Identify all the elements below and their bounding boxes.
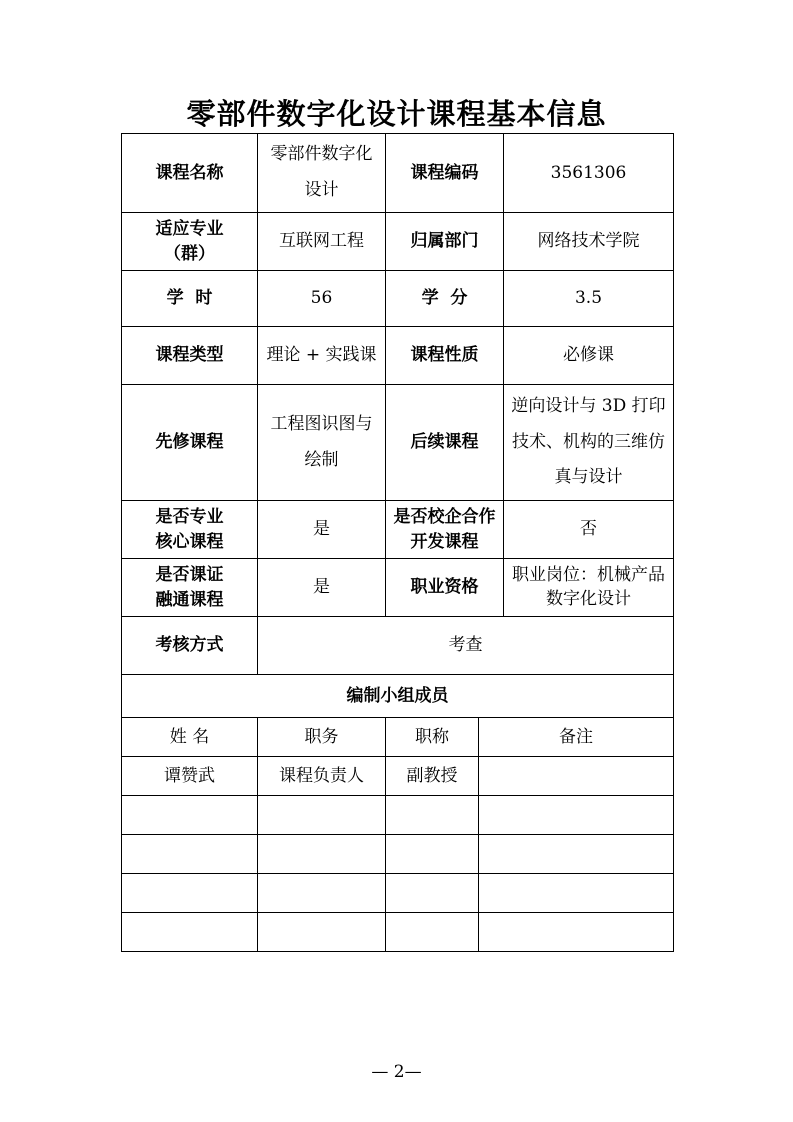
row-cert [122,559,674,617]
member-title [386,874,479,913]
major-value: 互联网工程 [258,213,386,271]
type-label: 课程类型 [122,327,258,385]
member-notes [479,796,674,835]
team-col-name: 姓 名 [122,718,258,757]
team-col-position: 职务 [258,718,386,757]
followup-value: 逆向设计与 3D 打印技术、机构的三维仿真与设计 [504,385,674,501]
row-prereq [122,385,674,501]
team-col-title: 职称 [386,718,479,757]
credit-label: 学 分 [386,271,504,327]
major-label: 适应专业（群） [122,213,258,271]
course-code-label: 课程编码 [386,134,504,213]
course-name-label: 课程名称 [122,134,258,213]
member-notes [479,913,674,952]
prereq-value: 工程图识图与绘制 [258,385,386,501]
member-name [122,835,258,874]
coop-value: 否 [504,501,674,559]
member-title [386,796,479,835]
cert-value: 是 [258,559,386,617]
team-heading: 编制小组成员 [122,675,674,718]
core-value: 是 [258,501,386,559]
followup-label: 后续课程 [386,385,504,501]
nature-label: 课程性质 [386,327,504,385]
page-title: 零部件数字化设计课程基本信息 [186,97,607,131]
row-type [122,327,674,385]
member-position: 课程负责人 [258,757,386,796]
member-position [258,835,386,874]
hours-label: 学 时 [122,271,258,327]
member-notes [479,835,674,874]
member-title: 副教授 [386,757,479,796]
row-team-heading [122,675,674,718]
row-course-name [122,134,674,213]
course-code-value: 3561306 [504,134,674,213]
table-row [122,835,674,874]
row-hours [122,271,674,327]
member-title [386,913,479,952]
nature-value: 必修课 [504,327,674,385]
row-core [122,501,674,559]
table-row [122,913,674,952]
row-assess [122,617,674,675]
assess-label: 考核方式 [122,617,258,675]
table-row [122,874,674,913]
credit-value: 3.5 [504,271,674,327]
member-position [258,874,386,913]
prereq-label: 先修课程 [122,385,258,501]
row-major [122,213,674,271]
qual-value: 职业岗位：机械产品数字化设计 [504,559,674,617]
page-number: — 2— [371,1062,422,1082]
dept-value: 网络技术学院 [504,213,674,271]
member-position [258,913,386,952]
course-name-value: 零部件数字化设计 [258,134,386,213]
member-position [258,796,386,835]
cert-label: 是否课证融通课程 [122,559,258,617]
member-name [122,874,258,913]
course-info-table [121,133,674,952]
team-col-notes: 备注 [479,718,674,757]
member-name [122,913,258,952]
member-notes [479,874,674,913]
member-title [386,835,479,874]
dept-label: 归属部门 [386,213,504,271]
team-header-row [122,718,674,757]
qual-label: 职业资格 [386,559,504,617]
table-row [122,757,674,796]
assess-value: 考查 [258,617,674,675]
core-label: 是否专业核心课程 [122,501,258,559]
hours-value: 56 [258,271,386,327]
table-row [122,796,674,835]
type-value: 理论 + 实践课 [258,327,386,385]
member-notes [479,757,674,796]
member-name: 谭赞武 [122,757,258,796]
member-name [122,796,258,835]
coop-label: 是否校企合作开发课程 [386,501,504,559]
